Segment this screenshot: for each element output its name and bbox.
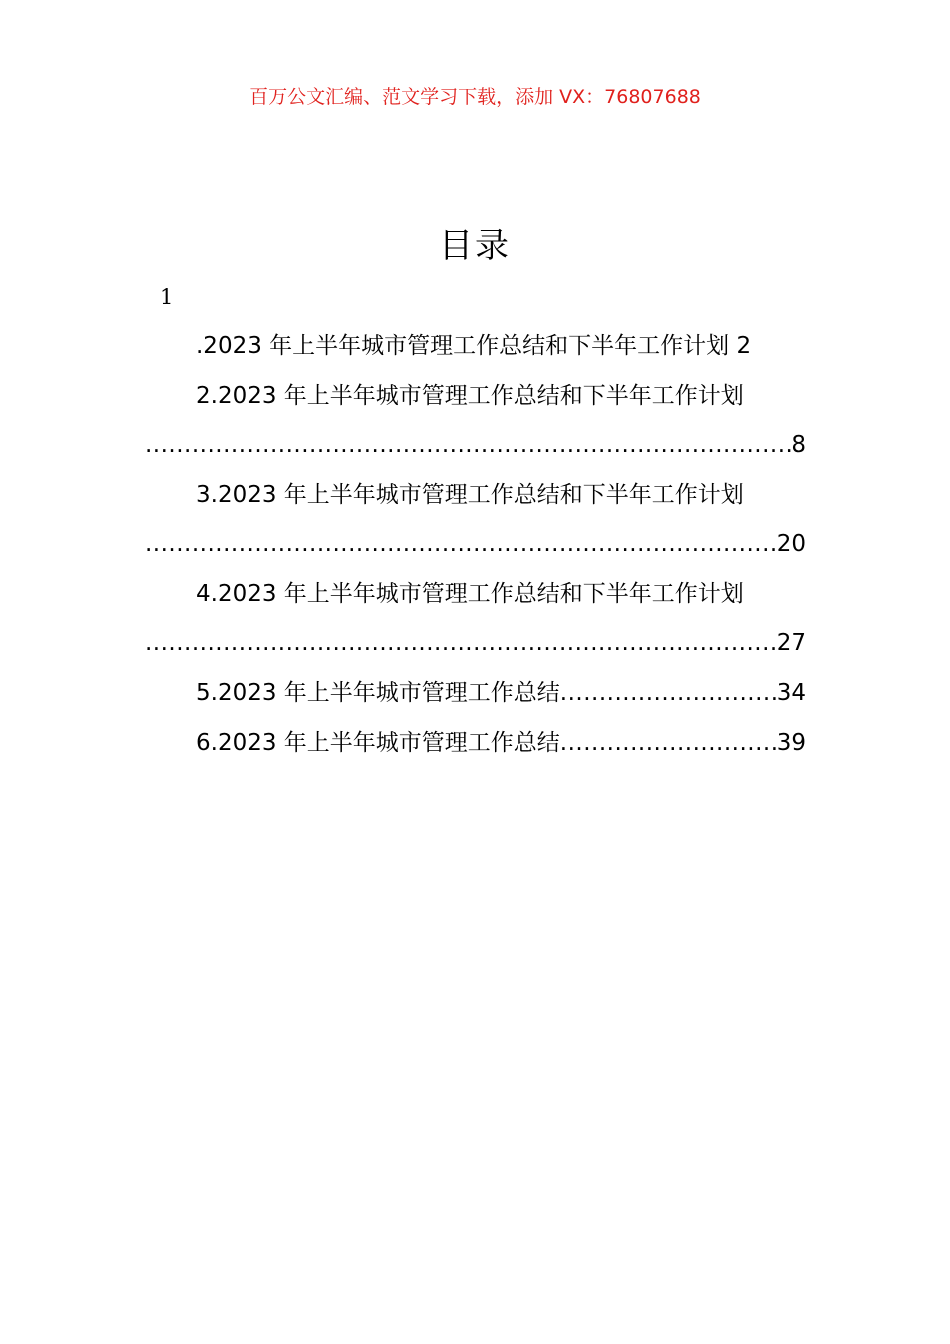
toc-entry-3-leader-line [145,527,806,561]
dot-leader [145,428,791,462]
toc-entry-2-leader-line [145,428,806,462]
toc-entry-6-page: 39 [776,730,806,756]
toc-entry-1-text: .2023 年上半年城市管理工作总结和下半年工作计划 2 [196,333,752,359]
toc-entry-6[interactable] [196,726,806,760]
dot-leader [560,726,777,760]
toc-title: 目录 [439,226,511,266]
toc-entry-4-leader-line [145,626,806,660]
toc-entry-4-text: 4.2023 年上半年城市管理工作总结和下半年工作计划 [196,581,744,607]
toc-entry-5-text: 5.2023 年上半年城市管理工作总结 [196,680,560,706]
header-note: 百万公文汇编、范文学习下载，添加 VX：76807688 [249,86,701,108]
toc-entry-3-page: 20 [776,531,806,557]
dot-leader [145,527,777,561]
toc-entry-6-text: 6.2023 年上半年城市管理工作总结 [196,730,560,756]
toc-entry-4-page: 27 [776,630,806,656]
toc-entry-1[interactable] [196,329,806,363]
toc-entry-2-page: 8 [791,432,806,458]
toc-entry-3-text: 3.2023 年上半年城市管理工作总结和下半年工作计划 [196,482,744,508]
dot-leader [145,626,777,660]
toc-entry-5-page: 34 [776,680,806,706]
toc-entry-5[interactable] [196,676,806,710]
stray-number: 1 [160,285,174,309]
toc-entry-2-text: 2.2023 年上半年城市管理工作总结和下半年工作计划 [196,383,744,409]
dot-leader [560,676,777,710]
